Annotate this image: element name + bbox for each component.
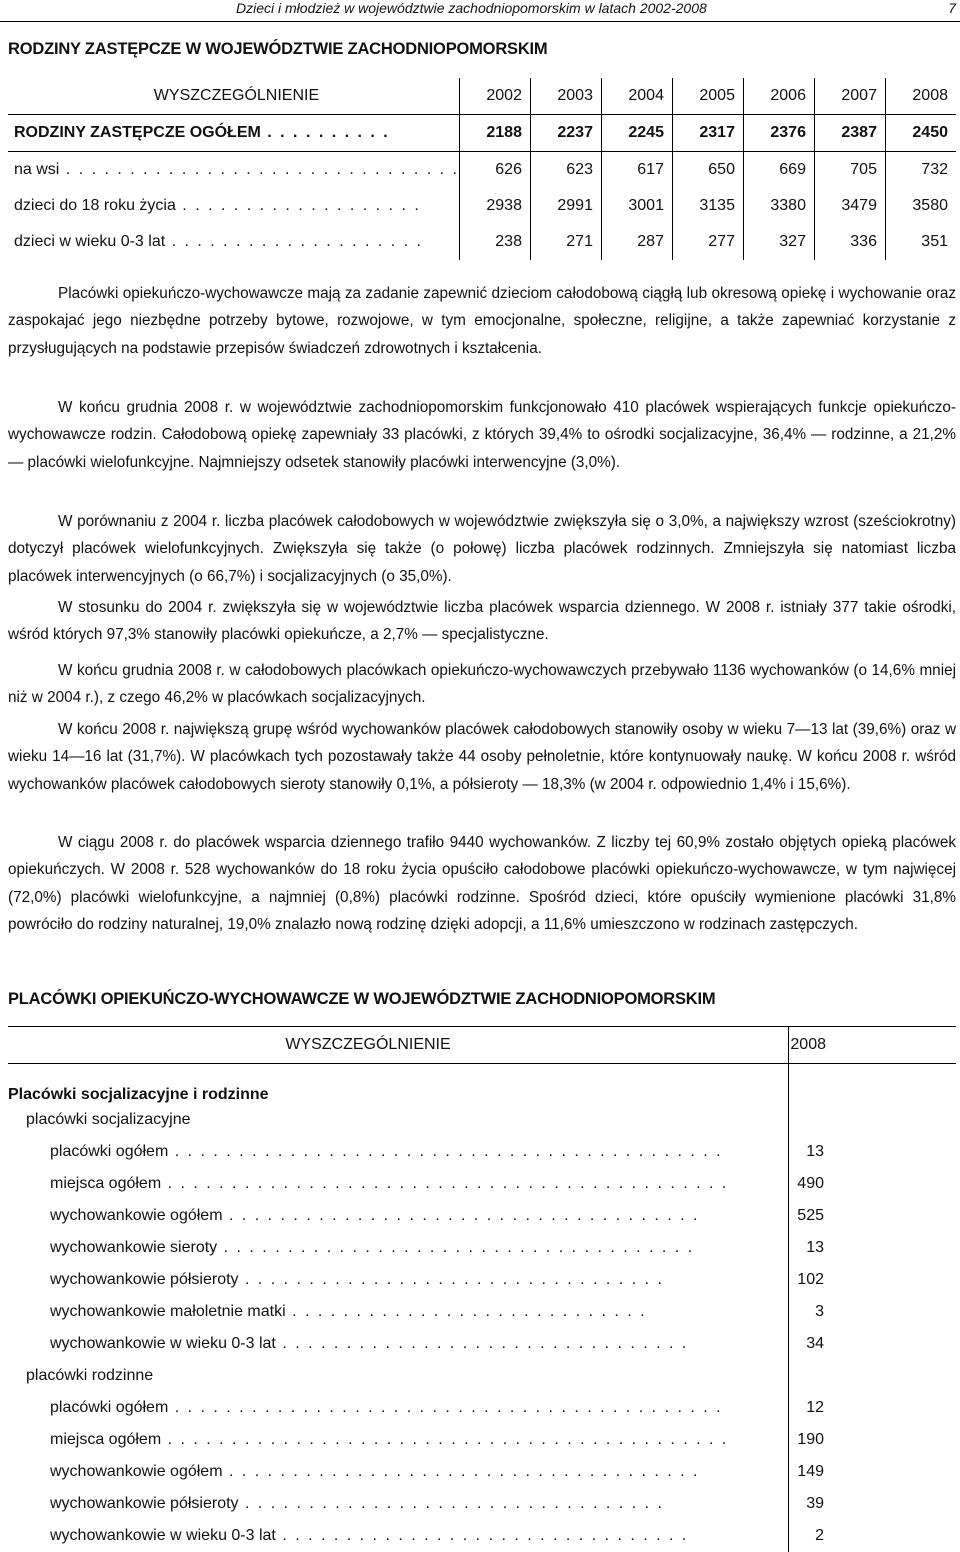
cell-value: 3 <box>789 1296 957 1328</box>
cell-value: 39 <box>789 1488 957 1520</box>
cell-value: 327 <box>743 224 814 260</box>
row-label: miejsca ogółem . . . . . . . . . . . . . . . . . . . . . . . . . . . . . . . . . . . . . . . . . . . . <box>50 1431 729 1448</box>
row-label: dzieci w wieku 0-3 lat . . . . . . . . . . . . . . . . . . . . <box>14 233 423 250</box>
table-row <box>8 1360 956 1392</box>
cell-value: 149 <box>789 1456 957 1488</box>
table-row <box>8 1424 956 1456</box>
group-label: Placówki socjalizacyjne i rodzinne <box>8 1086 269 1103</box>
row-label: wychowankowie sieroty . . . . . . . . . . . . . . . . . . . . . . . . . . . . . . . . . . . . . <box>50 1239 695 1256</box>
cell-value: 271 <box>530 224 601 260</box>
subgroup-label: placówki rodzinne <box>26 1367 154 1384</box>
row-label: na wsi . . . . . . . . . . . . . . . . . . . . . . . . . . . . . . . <box>14 161 459 178</box>
year-header: 2002 <box>459 78 530 115</box>
row-label: dzieci do 18 roku życia . . . . . . . . . . . . . . . . . . . <box>14 197 421 214</box>
table-row <box>8 1296 956 1328</box>
cell-value: 2991 <box>530 188 601 224</box>
row-label: wychowankowie ogółem . . . . . . . . . . . . . . . . . . . . . . . . . . . . . . . . . . . . . <box>50 1207 700 1224</box>
cell-value: 238 <box>459 224 530 260</box>
cell-value: 102 <box>789 1264 957 1296</box>
table-row <box>8 1104 956 1136</box>
foster-families-table <box>8 78 956 260</box>
year-header: 2003 <box>530 78 601 115</box>
cell-value: 2938 <box>459 188 530 224</box>
cell-value: 705 <box>814 152 885 189</box>
table-row <box>8 1264 956 1296</box>
table-row <box>8 1168 956 1200</box>
cell-value: 623 <box>530 152 601 189</box>
cell-value: 2317 <box>672 115 743 152</box>
cell-value: 525 <box>789 1200 957 1232</box>
cell-value: 13 <box>789 1232 957 1264</box>
row-label: RODZINY ZASTĘPCZE OGÓŁEM . . . . . . . . . . <box>8 115 459 152</box>
table-header-row <box>8 1027 956 1064</box>
subgroup-label: placówki socjalizacyjne <box>26 1111 191 1128</box>
table-row <box>8 1064 956 1105</box>
table-row <box>8 1200 956 1232</box>
row-label: wychowankowie półsieroty . . . . . . . . . . . . . . . . . . . . . . . . . . . . . . . . . <box>50 1271 664 1288</box>
cell-value: 2188 <box>459 115 530 152</box>
table-row <box>8 1456 956 1488</box>
cell-value: 3479 <box>814 188 885 224</box>
page-header <box>0 0 960 22</box>
cell-value: 2245 <box>601 115 672 152</box>
cell-value: 3001 <box>601 188 672 224</box>
cell-value: 490 <box>789 1168 957 1200</box>
cell-value: 13 <box>789 1136 957 1168</box>
cell-empty <box>789 1104 957 1136</box>
row-label: miejsca ogółem . . . . . . . . . . . . . . . . . . . . . . . . . . . . . . . . . . . . . . . . . . . . <box>50 1175 729 1192</box>
cell-value: 617 <box>601 152 672 189</box>
care-institutions-table <box>8 1026 956 1552</box>
page-number: 7 <box>948 0 956 16</box>
row-label: wychowankowie ogółem . . . . . . . . . . . . . . . . . . . . . . . . . . . . . . . . . . . . . <box>50 1463 700 1480</box>
cell-value: 190 <box>789 1424 957 1456</box>
year-header: 2008 <box>789 1027 957 1064</box>
cell-value: 3380 <box>743 188 814 224</box>
paragraph: W końcu 2008 r. największą grupę wśród wychowanków placówek całodobowych stanowiły osoby w wieku 7—13 lat (39,6%) oraz w wieku 14—16 lat (31,7%). W placówkach tych pozostawały także 44 osoby pełnoletnie, które kontynuowały naukę. W końcu 2008 r. wśród wychowanków placówek całodobowych sieroty stanowiły 0,1%, a półsieroty — 18,3% (w 2004 r. odpowiednio 1,4% i 15,6%). <box>8 721 956 793</box>
table-row <box>8 152 956 189</box>
cell-value: 2376 <box>743 115 814 152</box>
table-row <box>8 1136 956 1168</box>
cell-value: 336 <box>814 224 885 260</box>
cell-value: 277 <box>672 224 743 260</box>
cell-empty <box>789 1064 957 1105</box>
table-row <box>8 115 956 152</box>
year-header: 2008 <box>885 78 956 115</box>
table-row <box>8 188 956 224</box>
cell-value: 2237 <box>530 115 601 152</box>
section-title-care-institutions: PLACÓWKI OPIEKUŃCZO-WYCHOWAWCZE W WOJEWÓDZTWIE ZACHODNIOPOMORSKIM <box>8 990 716 1008</box>
cell-value: 669 <box>743 152 814 189</box>
cell-value: 34 <box>789 1328 957 1360</box>
paragraph: W porównaniu z 2004 r. liczba placówek całodobowych w województwie zwiększyła się o 3,0%, a największy wzrost (sześciokrotny) dotyczył placówek wielofunkcyjnych. Zwiększyła się także (o połowę) liczba placówek rodzinnych. Zmniejszyła się natomiast liczba placówek interwencyjnych (o 66,7%) i socjalizacyjnych (o 35,0%). <box>8 513 956 585</box>
table-row <box>8 1392 956 1424</box>
cell-value: 2 <box>789 1520 957 1552</box>
cell-empty <box>789 1360 957 1392</box>
paragraph: W ciągu 2008 r. do placówek wsparcia dziennego trafiło 9440 wychowanków. Z liczby tej 60,9% zostało objętych opieką placówek opiekuńczych. W 2008 r. 528 wychowanków do 18 roku życia opuściło całodobowe placówki opiekuńczo-wychowawcze, w tym najwięcej (72,0%) placówki wielofunkcyjne, a najmniej (0,8%) placówki rodzinne. Spośród dzieci, które opuściły wymienione placówki 31,8% powróciło do rodziny naturalnej, 19,0% znalazło nową rodzinę dzięki adopcji, a 11,6% umieszczono w rodzinach zastępczych. <box>8 834 956 934</box>
header-title: Dzieci i młodzież w województwie zachodniopomorskim w latach 2002-2008 <box>236 0 707 16</box>
table-row <box>8 1328 956 1360</box>
year-header: 2007 <box>814 78 885 115</box>
table-header-row <box>8 78 956 115</box>
row-label: wychowankowie półsieroty . . . . . . . . . . . . . . . . . . . . . . . . . . . . . . . . . <box>50 1495 664 1512</box>
paragraph: W stosunku do 2004 r. zwiększyła się w województwie liczba placówek wsparcia dziennego. W 2008 r. istniały 377 takie ośrodki, wśród których 97,3% stanowiły placówki opiekuńcze, a 2,7% — specjalistyczne. <box>8 599 956 644</box>
header-label: WYSZCZEGÓLNIENIE <box>8 78 459 115</box>
row-label: placówki ogółem . . . . . . . . . . . . . . . . . . . . . . . . . . . . . . . . . . . . . . . . . . . <box>50 1143 723 1160</box>
cell-value: 12 <box>789 1392 957 1424</box>
year-header: 2004 <box>601 78 672 115</box>
cell-value: 650 <box>672 152 743 189</box>
table-row <box>8 1520 956 1552</box>
table-row <box>8 1488 956 1520</box>
year-header: 2005 <box>672 78 743 115</box>
cell-value: 3135 <box>672 188 743 224</box>
paragraph: W końcu grudnia 2008 r. w województwie zachodniopomorskim funkcjonowało 410 placówek wspierających funkcje opiekuńczo-wychowawcze rodzin. Całodobową opiekę zapewniały 33 placówki, z których 39,4% to ośrodki socjalizacyjne, 36,4% — rodzinne, a 21,2% — placówki wielofunkcyjne. Najmniejszy odsetek stanowiły placówki interwencyjne (3,0%). <box>8 399 956 471</box>
cell-value: 351 <box>885 224 956 260</box>
cell-value: 3580 <box>885 188 956 224</box>
cell-value: 732 <box>885 152 956 189</box>
cell-value: 2387 <box>814 115 885 152</box>
paragraph: W końcu grudnia 2008 r. w całodobowych placówkach opiekuńczo-wychowawczych przebywało 1136 wychowanków (o 14,6% mniej niż w 2004 r.), z czego 46,2% w placówkach socjalizacyjnych. <box>8 662 956 707</box>
year-header: 2006 <box>743 78 814 115</box>
row-label: wychowankowie w wieku 0-3 lat . . . . . . . . . . . . . . . . . . . . . . . . . . . . . . . . <box>50 1335 689 1352</box>
header-label: WYSZCZEGÓLNIENIE <box>8 1027 789 1064</box>
row-label: wychowankowie małoletnie matki . . . . . . . . . . . . . . . . . . . . . . . . . . . . <box>50 1303 647 1320</box>
paragraph: Placówki opiekuńczo-wychowawcze mają za zadanie zapewnić dzieciom całodobową ciągłą lub okresową opiekę i wychowanie oraz zaspokajać jego niezbędne potrzeby bytowe, rozwojowe, w tym emocjonalne, społeczne, religijne, a także zapewniać korzystanie z przysługujących na podstawie przepisów świadczeń zdrowotnych i kształcenia. <box>8 285 956 357</box>
table-row <box>8 1232 956 1264</box>
row-label: placówki ogółem . . . . . . . . . . . . . . . . . . . . . . . . . . . . . . . . . . . . . . . . . . . <box>50 1399 723 1416</box>
cell-value: 626 <box>459 152 530 189</box>
cell-value: 287 <box>601 224 672 260</box>
table-row <box>8 224 956 260</box>
section-title-foster-families: RODZINY ZASTĘPCZE W WOJEWÓDZTWIE ZACHODNIOPOMORSKIM <box>8 40 548 58</box>
cell-value: 2450 <box>885 115 956 152</box>
row-label: wychowankowie w wieku 0-3 lat . . . . . . . . . . . . . . . . . . . . . . . . . . . . . . . . <box>50 1527 689 1544</box>
